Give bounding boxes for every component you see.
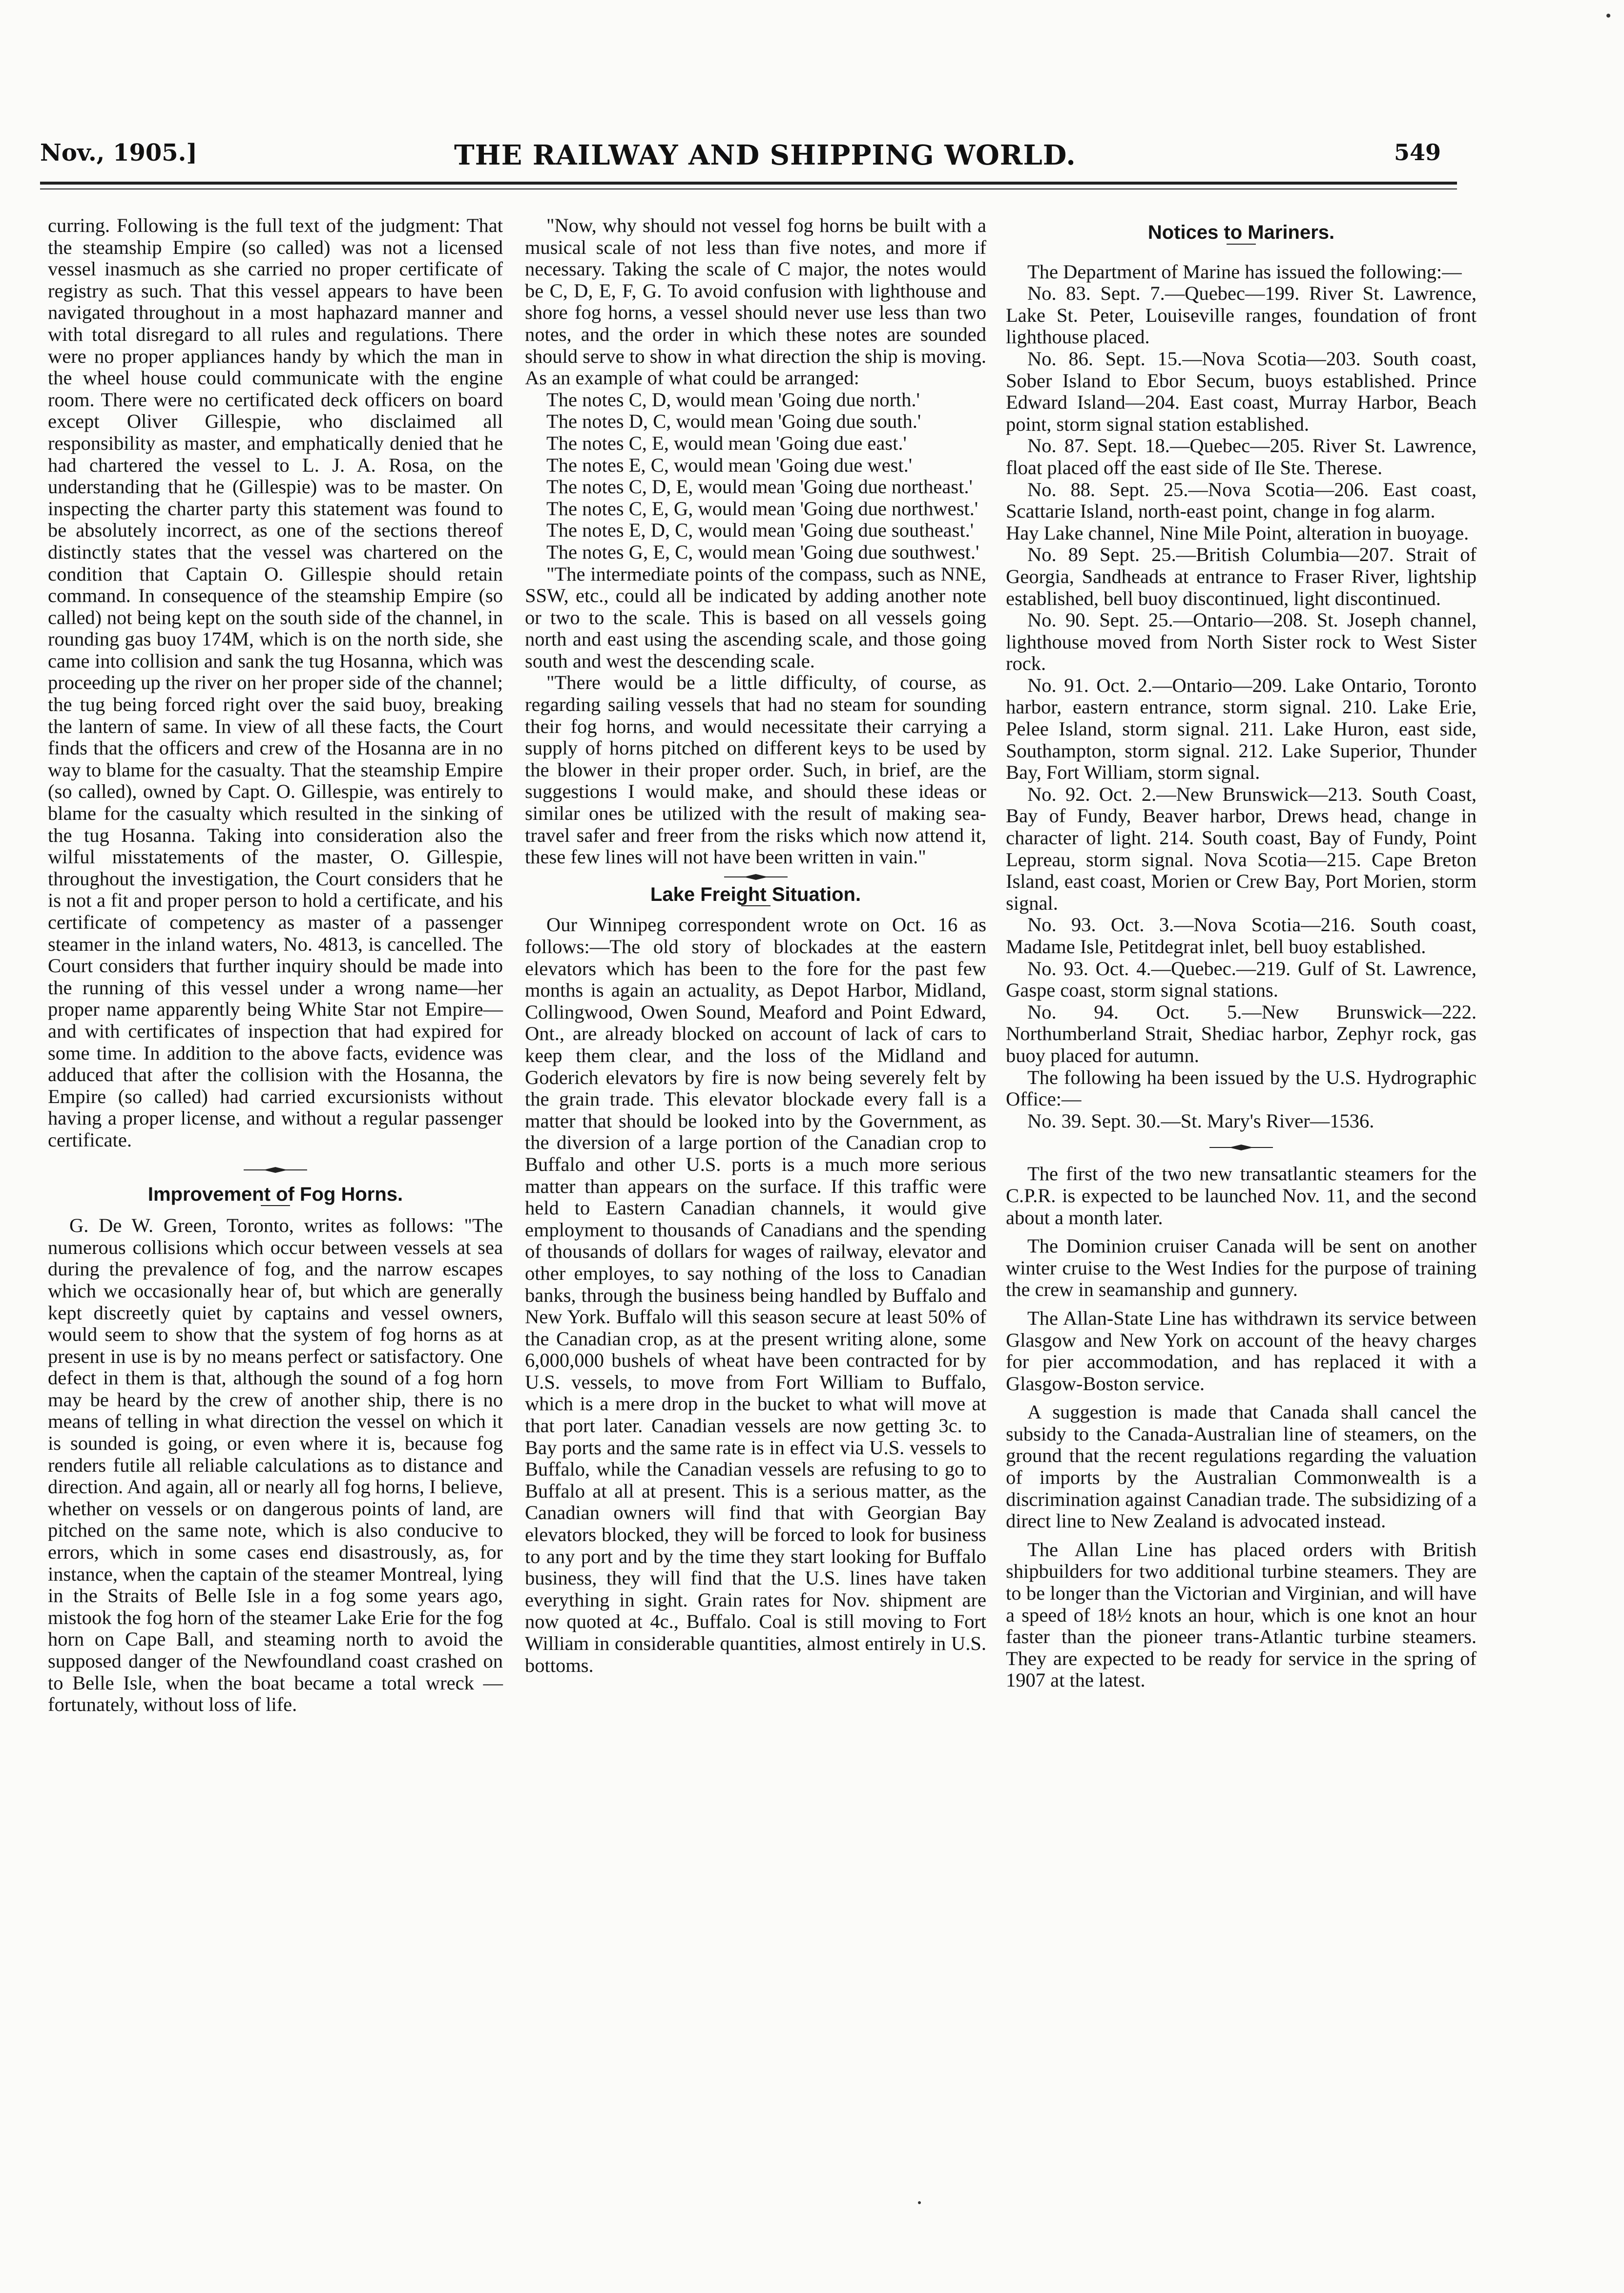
notice-item: No. 93. Oct. 4.—Quebec.—219. Gulf of St. Lawrence, Gaspe coast, storm signal stations. xyxy=(1006,957,1477,1001)
notice-intro: The Department of Marine has issued the following:— xyxy=(1027,260,1462,283)
fog-horn-note-southwest: The notes G, E, C, would mean 'Going due southwest.' xyxy=(546,541,979,563)
section-divider-ornament xyxy=(244,1166,307,1174)
notice-item: The following ha been issued by the U.S. Hydrographic Office:— xyxy=(1006,1066,1477,1110)
notice-item: No. 92. Oct. 2.—New Brunswick—213. South Coast, Bay of Fundy, Beaver harbor, Drews head, change in character of light. 214. South coast, Bay of Fundy, Point Lepreau, storm signal. Nova Scotia—215. Cape Breton Island, east coast, Morien or Crew Bay, Port Morien, storm signal. xyxy=(1006,783,1477,914)
notice-item: No. 89 Sept. 25.—British Columbia—207. Strait of Georgia, Sandheads at entrance to Fraser River, lightship established, bell buoy discontinued, light discontinued. xyxy=(1006,543,1477,609)
fog-horns-heading: Improvement of Fog Horns. xyxy=(147,1183,403,1205)
notice-item: No. 93. Oct. 3.—Nova Scotia—216. South coast, Madame Isle, Petitdegrat inlet, bell buoy established. xyxy=(1006,914,1477,958)
fog-horn-note-east: The notes C, E, would mean 'Going due east.' xyxy=(546,432,907,454)
fog-horn-letter-paragraph: "Now, why should not vessel fog horns be built with a musical scale of not less than five notes, and more if necessary. Taking the scale of C major, the notes would be C, D, E, F, G. To avoid confusion with lighthouse and shore fog horns, a vessel should never use less than two notes, and the order in which these notes are sounded should serve to show in what direction the ship is moving. As an example of what could be arranged: xyxy=(525,214,986,389)
lake-freight-heading: Lake Freight Situation. xyxy=(650,883,861,905)
publication-title: THE RAILWAY AND SHIPPING WORLD. xyxy=(454,139,1076,171)
issue-date: Nov., 1905.] xyxy=(40,139,198,167)
notice-item: No. 87. Sept. 18.—Quebec—205. River St. Lawrence, float placed off the east side of Ile Ste. Therese. xyxy=(1006,435,1477,479)
notice-item: No. 83. Sept. 7.—Quebec—199. River St. Lawrence, Lake St. Peter, Louiseville ranges, foundation of front lighthouse placed. xyxy=(1006,282,1477,348)
notice-item: No. 90. Sept. 25.—Ontario—208. St. Joseph channel, lighthouse moved from North Sister rock to West Sister rock. xyxy=(1006,609,1477,675)
notice-item: No. 94. Oct. 5.—New Brunswick—222. Northumberland Strait, Shediac harbor, Zephyr rock, gas buoy placed for autumn. xyxy=(1006,1001,1477,1066)
notice-item: No. 39. Sept. 30.—St. Mary's River—1536. xyxy=(1027,1109,1374,1132)
notice-item: Hay Lake channel, Nine Mile Point, alteration in buoyage. xyxy=(1006,521,1469,544)
news-item: The Allan-State Line has withdrawn its service between Glasgow and New York on account of the heavy charges for pier accommodation, and has replaced it with a Glasgow-Boston service. xyxy=(1006,1307,1477,1395)
header-rule-thick xyxy=(40,182,1457,185)
notices-to-mariners-heading: Notices to Mariners. xyxy=(1147,222,1335,243)
section-divider-ornament xyxy=(724,873,788,881)
news-item: The first of the two new transatlantic steamers for the C.P.R. is expected to be launched Nov. 11, and the second about a month later. xyxy=(1006,1163,1477,1229)
fog-horn-note-northeast: The notes C, D, E, would mean 'Going due northeast.' xyxy=(546,476,973,498)
notice-item: No. 86. Sept. 15.—Nova Scotia—203. South coast, Sober Island to Ebor Secum, buoys established. Prince Edward Island—204. East coast, Murray Harbor, Beach point, storm signal station established. xyxy=(1006,347,1477,435)
fog-horn-letter-paragraph: "There would be a little difficulty, of course, as regarding sailing vessels that had no steam for sounding their fog horns, and would necessitate their carrying a supply of horns pitched on different keys to be used by the blower in their proper order. Such, in brief, are the suggestions I would make, and should these ideas or similar ones be utilized with the result of making sea-travel safer and freer from the risks which now attend it, these few lines will not have been written in vain." xyxy=(525,671,986,868)
lake-freight-paragraph: Our Winnipeg correspondent wrote on Oct. 16 as follows:—The old story of blockades at the eastern elevators which has been to the fore for the past few months is again an actuality, as Depot Harbor, Midland, Collingwood, Owen Sound, Meaford and Point Edward, Ont., are already blocked on account of lack of cars to keep them clear, and the loss of the Midland and Goderich elevators by fire is now being severely felt by the grain trade. This elevator blockade every fall is a matter that should be looked into by the Government, as the diversion of a large portion of the Canadian crop to Buffalo and other U.S. ports is a much more serious matter than appears on the surface. If this traffic were held to Eastern Canadian channels, it would give employment to thousands of Canadians and the spending of thousands of dollars for wages of railway, elevator and other employes, to say nothing of the loss to Canadian banks, through the business being handled by Buffalo and New York. Buffalo will this season secure at least 50% of the Canadian crop, as at the present writing alone, some 6,000,000 bushels of wheat have been contracted for by U.S. vessels, to move from Fort William to Buffalo, which is a mere drop in the bucket to what will move at that port later. Canadian vessels are now getting 3c. to Bay ports and the same rate is in effect via U.S. vessels to Buffalo, while the Canadian vessels are refusing to go to Buffalo at all at present. This is a serious matter, as the Canadian owners will find that with Georgian Bay elevators blocked, they will be forced to look for business to any port and by the time they start looking for Buffalo business, they will find that the U.S. lines have taken everything in sight. Grain rates for Nov. shipment are now quoted at 4c., Buffalo. Coal is still moving to Fort William in considerable quantities, almost entirely in U.S. bottoms. xyxy=(525,914,986,1676)
column-2 xyxy=(525,215,986,1676)
fog-horn-note-northwest: The notes C, E, G, would mean 'Going due northwest.' xyxy=(546,497,979,520)
page-number: 549 xyxy=(1394,139,1441,166)
notice-item: No. 91. Oct. 2.—Ontario—209. Lake Ontario, Toronto harbor, eastern entrance, storm signal. 210. Lake Erie, Pelee Island, storm signal. 211. Lake Huron, east side, Southampton, storm signal. 212. Lake Superior, Thunder Bay, Fort William, storm signal. xyxy=(1006,674,1477,784)
fog-horns-paragraph: G. De W. Green, Toronto, writes as follows: "The numerous collisions which occur between vessels at sea during the prevalence of fog, and the narrow escapes which we occasionally hear of, but which are generally kept discreetly quiet by captains and vessel owners, would seem to show that the system of fog horns as at present in use is by no means perfect or satisfactory. One defect in them is that, although the sound of a fog horn may be heard by the crew of another ship, there is no means of telling in what direction the vessel on which it is sounded is going, or even where it is, because fog renders futile all reliable calculations as to distance and direction. And again, all or nearly all fog horns, I believe, whether on vessels or on dangerous points of land, are pitched on the same note, which is also conducive to errors, which in some cases end disastrously, as, for instance, when the captain of the steamer Montreal, lying in the Straits of Belle Isle in a fog some years ago, mistook the fog horn of the steamer Lake Erie for the fog horn on Cape Ball, and steaming north to avoid the supposed danger of the Newfoundland coast crashed on to Belle Isle, when the boat became a total wreck —fortunately, without loss of life. xyxy=(48,1214,503,1716)
news-item: A suggestion is made that Canada shall cancel the subsidy to the Canada-Australian line of steamers, on the ground that the recent regulations regarding the valuation of imports by the Australian Commonwealth is a discrimination against Canadian trade. The subsidizing of a direct line to New Zealand is advocated instead. xyxy=(1006,1401,1477,1532)
fog-horn-note-south: The notes D, C, would mean 'Going due south.' xyxy=(546,410,921,433)
judgment-paragraph: curring. Following is the full text of the judgment: That the steamship Empire (so called) was not a licensed vessel inasmuch as she carried no proper certificate of registry as such. That this vessel appears to have been navigated throughout in a most haphazard manner and with total disregard to all rules and regulations. There were no proper appliances handy by which the man in the wheel house could communicate with the engine room. There were no certificated deck officers on board except Oliver Gillespie, who disclaimed all responsibility as master, and emphatically denied that he had chartered the vessel to L. J. A. Rosa, on the understanding that he (Gillespie) was to be master. On inspecting the charter party this statement was found to be absolutely incorrect, as one of the sections thereof distinctly states that the vessel was chartered on the condition that Captain O. Gillespie should retain command. In consequence of the steamship Empire (so called) not being kept on the south side of the channel, in rounding gas buoy 174M, which is on the north side, she came into collision and sank the tug Hosanna, which was proceeding up the river on her proper side of the channel; the tug being forced right over the said buoy, breaking the lantern of same. In view of all these facts, the Court finds that the officers and crew of the Hosanna are in no way to blame for the casualty. That the steamship Empire (so called), owned by Capt. O. Gillespie, was entirely to blame for the casualty which resulted in the sinking of the tug Hosanna. Taking into consideration also the wilful misstatements of the master, O. Gillespie, throughout the investigation, the Court considers that he is not a fit and proper person to hold a certificate, and his certificate of competency as master of a passenger steamer in the inland waters, No. 4813, is cancelled. The Court considers that further inquiry should be made into the running of this vessel under a wrong name—her proper name apparently being White Star not Empire—and with certificates of inspection that had expired for some time. In addition to the above facts, evidence was adduced that after the collision with the Hosanna, the Empire (so called) had carried excursionists without having a proper license, and without a regular passenger certificate. xyxy=(48,214,503,1151)
fog-horn-note-southeast: The notes E, D, C, would mean 'Going due southeast.' xyxy=(546,519,974,542)
notice-item: No. 88. Sept. 25.—Nova Scotia—206. East coast, Scattarie Island, north-east point, change in fog alarm. xyxy=(1006,478,1477,522)
fog-horn-letter-paragraph: "The intermediate points of the compass, such as NNE, SSW, etc., could all be indicated by adding another note or two to the scale. This is based on all vessels going north and east using the ascending scale, and those going south and west the descending scale. xyxy=(525,563,986,672)
fog-horn-note-west: The notes E, C, would mean 'Going due west.' xyxy=(546,454,913,476)
column-1 xyxy=(48,215,503,1716)
header-rule-thin xyxy=(40,188,1457,189)
news-item: The Dominion cruiser Canada will be sent on another winter cruise to the West Indies for the purpose of training the crew in seamanship and gunnery. xyxy=(1006,1235,1477,1301)
column-3 xyxy=(1006,215,1477,1691)
section-divider-ornament xyxy=(1209,1144,1273,1151)
news-item: The Allan Line has placed orders with British shipbuilders for two additional turbine steamers. They are to be longer than the Victorian and Virginian, and will have a speed of 18½ knots an hour, which is one knot an hour faster than the pioneer trans-Atlantic turbine steamers. They are expected to be ready for service in the spring of 1907 at the latest. xyxy=(1006,1538,1477,1691)
fog-horn-note-north: The notes C, D, would mean 'Going due north.' xyxy=(546,388,920,411)
print-speck xyxy=(918,2201,921,2204)
print-speck xyxy=(1606,14,1610,18)
